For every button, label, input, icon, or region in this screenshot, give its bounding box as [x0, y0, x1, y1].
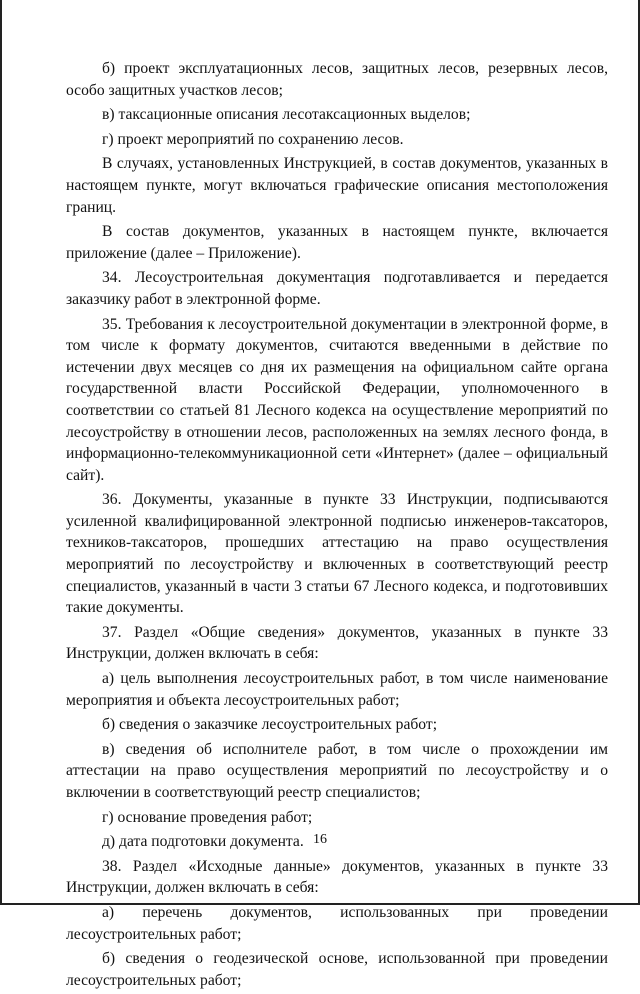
page-number: 16: [313, 832, 327, 847]
paragraph-37: 37. Раздел «Общие сведения» документов, указанных в пункте 33 Инструкции, должен включать в себя:: [66, 623, 608, 663]
paragraph-37-g: г) основание проведения работ;: [102, 808, 313, 826]
paragraph-37-b: б) сведения о заказчике лесоустроительных работ;: [102, 716, 438, 734]
paragraph-37-v: в) сведения об исполнителе работ, в том числе о прохождении им аттестации на право осуществления мероприятий по лесоустройству и о включении в соответствующий реестр специалистов;: [66, 740, 608, 801]
paragraph-36: 36. Документы, указанные в пункте 33 Инструкции, подписываются усиленной квалифицированной электронной подписью инженеров-таксаторов, техников-таксаторов, прошедших аттестацию на право осуществления мероприятий по лесоустройству и включенных в соответствующий реестр специалистов, указанный в части 3 статьи 67 Лесного кодекса, и подготовивших такие документы.: [66, 491, 608, 617]
paragraph-v-taxation: в) таксационные описания лесотаксационных выделов;: [102, 106, 471, 124]
paragraph-38: 38. Раздел «Исходные данные» документов, указанных в пункте 33 Инструкции, должен включать в себя:: [66, 857, 608, 897]
paragraph-38-b: б) сведения о геодезической основе, использованной при проведении лесоустроительных работ;: [66, 950, 608, 989]
paragraph-35: 35. Требования к лесоустроительной документации в электронной форме, в том числе к формату документов, считаются введенными в действие по истечении двух месяцев со дня их размещения на официальном сайте органа государственной власти Российской Федерации, уполномоченного в соответствии со статьей 81 Лесного кодекса на осуществление мероприятий по лесоустройству в отношении лесов, расположенных на землях лесного фонда, в информационно-телекоммуникационной сети «Интернет» (далее – официальный сайт).: [66, 315, 608, 484]
document-page: [66, 58, 608, 994]
paragraph-37-a: а) цель выполнения лесоустроительных работ, в том числе наименование мероприятия и объекта лесоустроительных работ;: [66, 670, 608, 709]
paragraph-g-measures: г) проект мероприятий по сохранению лесов.: [102, 130, 404, 148]
paragraph-38-a: а) перечень документов, использованных при проведении лесоустроительных работ;: [66, 903, 608, 943]
paragraph-appendix: В состав документов, указанных в настоящем пункте, включается приложение (далее – Приложение).: [66, 223, 608, 262]
paragraph-b-project: б) проект эксплуатационных лесов, защитных лесов, резервных лесов, особо защитных участков лесов;: [66, 60, 608, 99]
paragraph-34: 34. Лесоустроительная документация подготавливается и передается заказчику работ в электронной форме.: [66, 269, 608, 308]
paragraph-37-d: д) дата подготовки документа.: [102, 833, 304, 851]
paragraph-graphic-descriptions: В случаях, установленных Инструкцией, в состав документов, указанных в настоящем пункте, могут включаться графические описания местоположения границ.: [66, 155, 608, 216]
